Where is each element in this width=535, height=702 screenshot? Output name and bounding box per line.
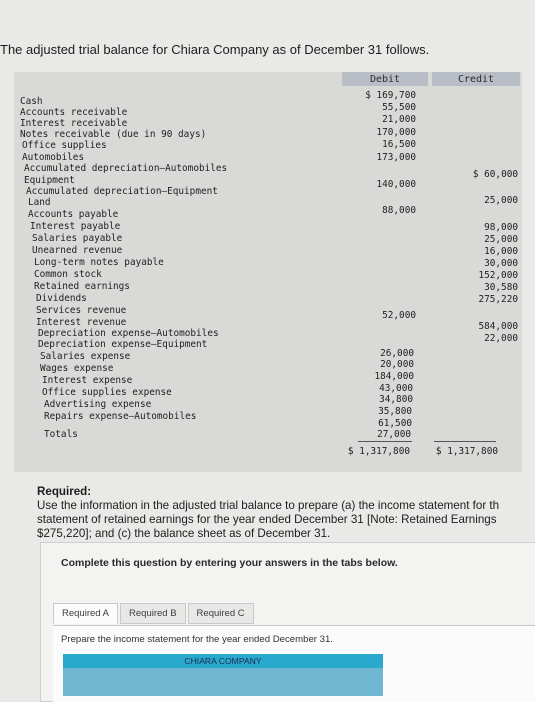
debit-amount: 20,000 bbox=[380, 359, 414, 370]
debit-amount: $ 169,700 bbox=[365, 90, 416, 101]
account-name: Depreciation expense—Equipment bbox=[38, 339, 208, 350]
credit-total: $ 1,317,800 bbox=[435, 446, 498, 457]
account-name: Land bbox=[28, 197, 51, 208]
required-line: Use the information in the adjusted trial balance to prepare (a) the income statement for th bbox=[37, 499, 500, 512]
required-line: $275,220]; and (c) the balance sheet as of December 31. bbox=[37, 527, 331, 540]
debit-amount: 52,000 bbox=[382, 310, 416, 321]
debit-amount: 170,000 bbox=[376, 127, 416, 138]
tab-required-c[interactable]: Required C bbox=[188, 603, 254, 624]
credit-amount: 275,220 bbox=[478, 294, 518, 305]
account-name: Office supplies bbox=[22, 140, 107, 151]
account-name: Salaries payable bbox=[32, 233, 123, 244]
account-name: Advertising expense bbox=[44, 399, 152, 410]
requirement-tabs bbox=[53, 603, 256, 624]
account-name: Long-term notes payable bbox=[34, 257, 164, 268]
account-name: Dividends bbox=[36, 293, 87, 304]
account-name: Interest receivable bbox=[20, 118, 128, 129]
account-name: Unearned revenue bbox=[32, 245, 123, 256]
intro-text: The adjusted trial balance for Chiara Company as of December 31 follows. bbox=[0, 42, 430, 57]
account-name-totals: Totals bbox=[44, 429, 78, 440]
debit-amount: 184,000 bbox=[374, 371, 414, 382]
required-line: statement of retained earnings for the year ended December 31 [Note: Retained Earnings bbox=[37, 513, 497, 526]
account-name: Cash bbox=[20, 96, 43, 107]
account-name: Interest payable bbox=[30, 221, 121, 232]
debit-amount: 35,800 bbox=[378, 406, 412, 417]
account-name: Automobiles bbox=[22, 152, 85, 163]
debit-total: $ 1,317,800 bbox=[347, 446, 410, 457]
credit-amount: 16,000 bbox=[484, 246, 518, 257]
credit-total-rule bbox=[434, 441, 496, 442]
debit-total-rule bbox=[358, 441, 412, 442]
credit-amount: 25,000 bbox=[484, 195, 518, 206]
answer-panel bbox=[40, 542, 535, 702]
debit-amount: 34,800 bbox=[379, 394, 413, 405]
account-name: Office supplies expense bbox=[42, 387, 172, 398]
account-name: Common stock bbox=[34, 269, 102, 280]
account-name: Accounts payable bbox=[28, 209, 119, 220]
credit-amount: 152,000 bbox=[478, 270, 518, 281]
company-name-header: CHIARA COMPANY bbox=[63, 654, 383, 668]
debit-amount: 173,000 bbox=[376, 152, 416, 163]
account-name: Repairs expense—Automobiles bbox=[44, 411, 197, 422]
account-name: Interest revenue bbox=[36, 317, 127, 328]
statement-grid[interactable] bbox=[63, 668, 383, 696]
required-section bbox=[37, 485, 535, 541]
tab-content bbox=[53, 625, 535, 702]
debit-amount: 21,000 bbox=[382, 114, 416, 125]
account-name: Depreciation expense—Automobiles bbox=[38, 328, 219, 339]
credit-amount: 30,000 bbox=[484, 258, 518, 269]
tab-required-a[interactable]: Required A bbox=[53, 603, 118, 624]
debit-amount: 43,000 bbox=[379, 383, 413, 394]
account-name: Accumulated depreciation—Automobiles bbox=[24, 163, 228, 174]
account-name: Accumulated depreciation—Equipment bbox=[26, 186, 218, 197]
account-name: Salaries expense bbox=[40, 351, 131, 362]
debit-amount: 27,000 bbox=[377, 429, 411, 440]
account-name: Interest expense bbox=[42, 375, 133, 386]
account-name: Notes receivable (due in 90 days) bbox=[20, 129, 207, 140]
debit-header: Debit bbox=[342, 72, 428, 86]
credit-amount: 22,000 bbox=[484, 333, 518, 344]
debit-amount: 16,500 bbox=[382, 139, 416, 150]
debit-amount: 55,500 bbox=[382, 102, 416, 113]
account-name: Retained earnings bbox=[34, 281, 130, 292]
required-title: Required: bbox=[37, 485, 92, 498]
credit-amount: 98,000 bbox=[484, 222, 518, 233]
debit-amount: 140,000 bbox=[376, 179, 416, 190]
credit-amount: 584,000 bbox=[478, 321, 518, 332]
credit-amount: 25,000 bbox=[484, 234, 518, 245]
debit-amount: 26,000 bbox=[380, 348, 414, 359]
account-name: Wages expense bbox=[40, 363, 114, 374]
tab-required-b[interactable]: Required B bbox=[120, 603, 186, 624]
instruction-text: Complete this question by entering your answers in the tabs below. bbox=[61, 557, 398, 569]
credit-amount: 30,580 bbox=[484, 282, 518, 293]
account-name: Accounts receivable bbox=[20, 107, 128, 118]
account-name: Services revenue bbox=[36, 305, 127, 316]
credit-header: Credit bbox=[432, 72, 520, 86]
debit-amount: 88,000 bbox=[382, 205, 416, 216]
credit-amount: $ 60,000 bbox=[472, 169, 518, 180]
trial-balance-table bbox=[14, 72, 522, 472]
prepare-instruction: Prepare the income statement for the year ended December 31. bbox=[61, 634, 333, 645]
account-name: Equipment bbox=[24, 175, 75, 186]
debit-amount: 61,500 bbox=[378, 418, 412, 429]
